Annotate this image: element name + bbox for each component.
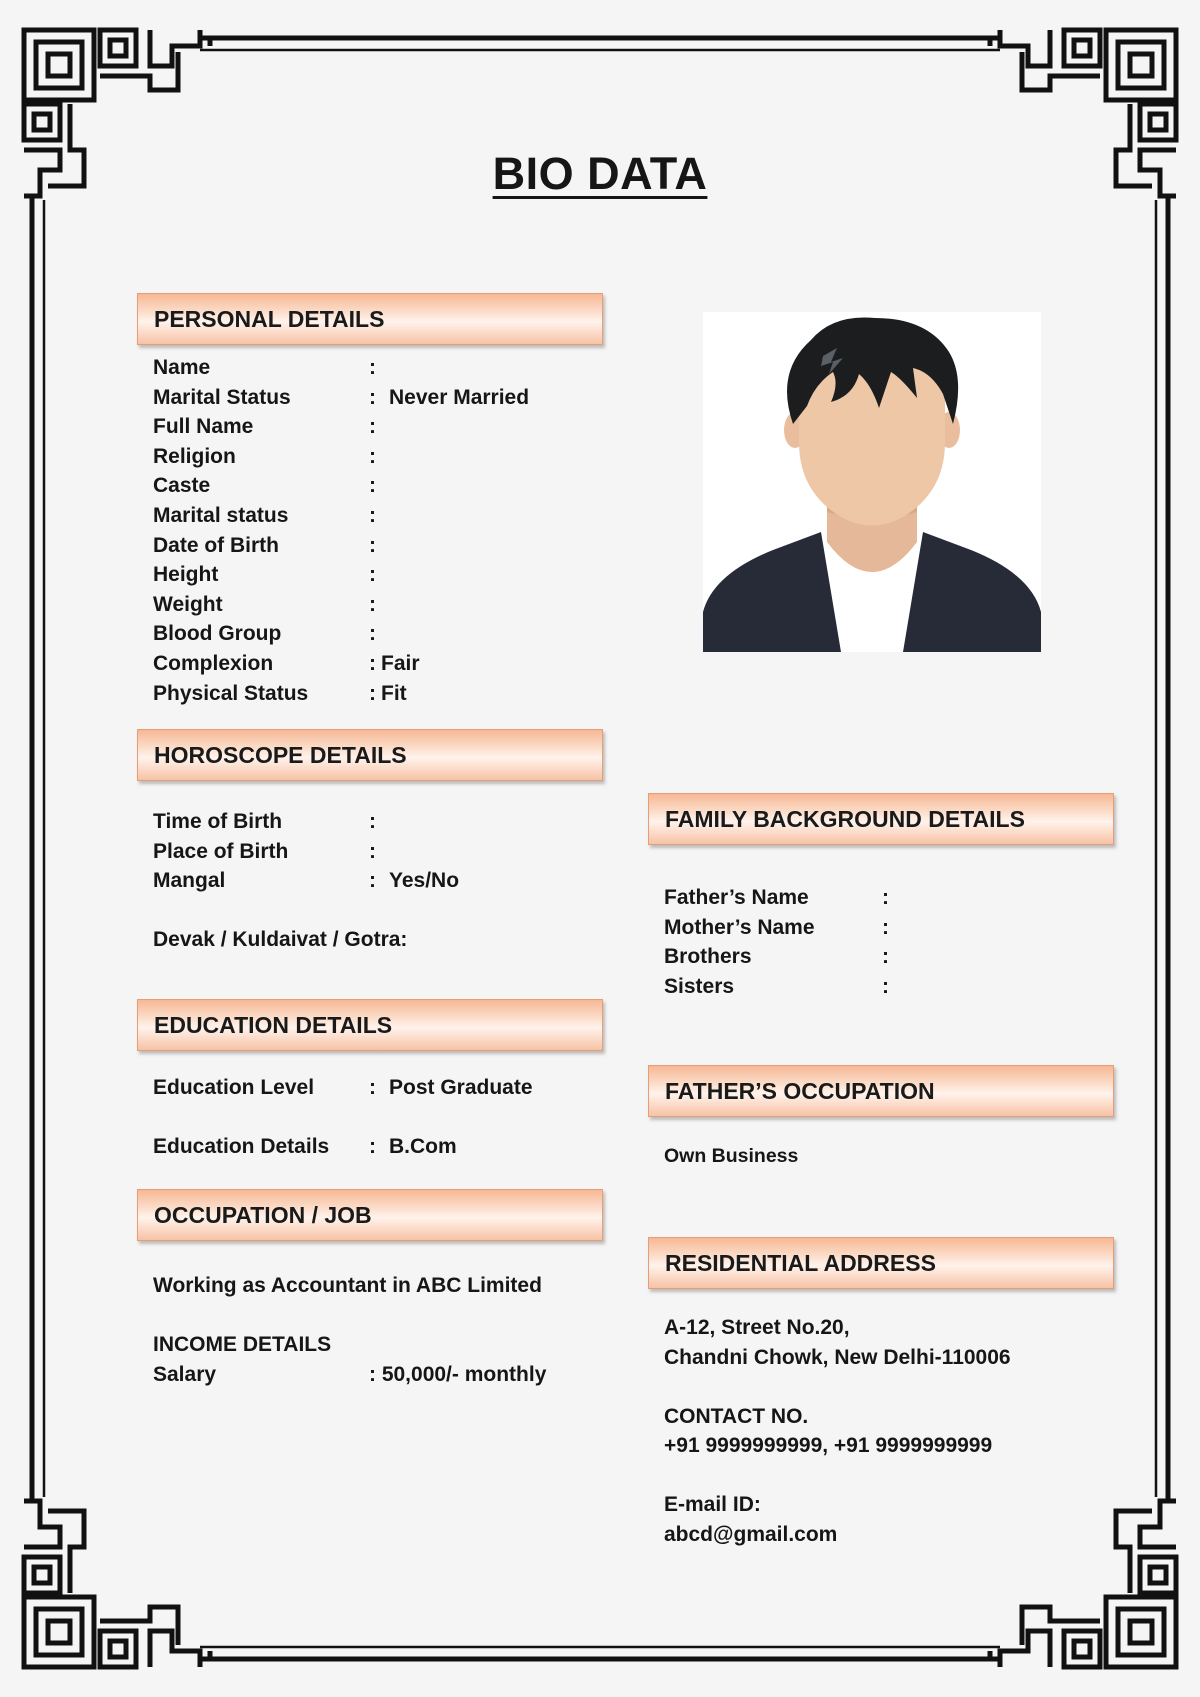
personal-separator: : (369, 622, 376, 646)
occupation-header: OCCUPATION / JOB (137, 1189, 603, 1241)
family-separator: : (882, 886, 889, 909)
personal-value: Fit (381, 681, 407, 705)
horoscope-details-header: HOROSCOPE DETAILS (137, 729, 603, 781)
education-separator: : (369, 1076, 376, 1099)
contact-numbers: +91 9999999999, +91 9999999999 (664, 1434, 993, 1457)
personal-separator: : (369, 385, 376, 409)
personal-label: Full Name (153, 415, 254, 439)
horoscope-value: Yes/No (389, 869, 460, 892)
personal-value: Never Married (389, 385, 530, 409)
personal-separator: : (369, 592, 376, 616)
family-separator: : (882, 945, 889, 968)
email-address[interactable]: abcd@gmail.com (664, 1522, 838, 1546)
personal-separator: : (369, 533, 376, 557)
family-label: Father’s Name (664, 886, 809, 909)
address-block (664, 1313, 1011, 1549)
personal-label: Height (153, 563, 219, 587)
personal-label: Physical Status (153, 681, 309, 705)
personal-label: Marital Status (153, 385, 291, 409)
avatar-placeholder-icon (703, 312, 1041, 652)
address-line-1: A-12, Street No.20, (664, 1316, 850, 1339)
education-value: Post Graduate (389, 1076, 533, 1099)
personal-separator: : (369, 681, 376, 705)
father-occupation-header: FATHER’S OCCUPATION (648, 1065, 1114, 1117)
family-separator: : (882, 974, 889, 998)
personal-label: Complexion (153, 652, 274, 675)
personal-separator: : (369, 415, 376, 439)
education-details-header: EDUCATION DETAILS (137, 999, 603, 1051)
horoscope-label: Place of Birth (153, 839, 289, 863)
personal-separator: : (369, 356, 376, 379)
personal-separator: : (369, 504, 376, 527)
family-background-header: FAMILY BACKGROUND DETAILS (648, 793, 1114, 845)
personal-separator: : (369, 563, 376, 587)
contact-heading: CONTACT NO. (664, 1404, 809, 1428)
email-heading: E-mail ID: (664, 1493, 761, 1516)
residential-address-header: RESIDENTIAL ADDRESS (648, 1237, 1114, 1289)
personal-separator: : (369, 444, 376, 468)
page-title: BIO DATA (492, 148, 708, 199)
personal-details-header: PERSONAL DETAILS (137, 293, 603, 345)
horoscope-label: Mangal (153, 869, 226, 892)
personal-label: Marital status (153, 504, 289, 527)
personal-label: Caste (153, 474, 211, 498)
education-label: Education Details (153, 1135, 330, 1158)
personal-label: Blood Group (153, 622, 282, 646)
family-separator: : (882, 915, 889, 939)
horoscope-label: Time of Birth (153, 810, 283, 833)
education-separator: : (369, 1135, 376, 1158)
personal-label: Weight (153, 592, 223, 616)
personal-label: Date of Birth (153, 533, 279, 557)
horoscope-separator: : (369, 839, 376, 863)
family-label: Brothers (664, 945, 752, 968)
education-label: Education Level (153, 1076, 315, 1099)
profile-photo (703, 312, 1041, 652)
education-value: B.Com (389, 1135, 457, 1158)
horoscope-separator: : (369, 810, 376, 833)
personal-label: Religion (153, 444, 236, 468)
personal-separator: : (369, 652, 376, 675)
salary-value: : 50,000/- monthly (369, 1363, 547, 1386)
address-line-2: Chandni Chowk, New Delhi-110006 (664, 1345, 1011, 1369)
salary-label: Salary (153, 1363, 217, 1386)
horoscope-separator: : (369, 869, 376, 892)
personal-separator: : (369, 474, 376, 498)
family-label: Mother’s Name (664, 915, 815, 939)
biodata-page: BIO DATA PERSONAL DETAILS Name : Marital Status : Never Married Full Name : Religion : Caste : Marital status : Date of Birth : Height : Weight : Blood Group : Complexion : Fair Physical Status : Fit HOROSCOPE DETAILS Time of Birth : Place of Birth : Mangal : Yes/No Devak / Kuldaivat / Gotra: EDUCATION DETAILS Education Level : Post Graduate Education Details : B.Com OCCUPATION / JOB Working as Accountant in ABC Limited INCOME DETAILS Salary : 50,000/- monthly FAMILY BACKGROUND DETAILS Father’s Name : Mother’s Name : Brothers : Sisters : FATHER’S OCCUPATION Own Business RESIDENTIAL ADDRESS A-12, Street No.20, Chandni Chowk, New Delhi-110006 CONTACT NO. +91 9999999999, +91 9999999999 E-mail ID: abcd@gmail.com (0, 0, 1200, 1697)
personal-label: Name (153, 356, 211, 379)
personal-value: Fair (381, 652, 420, 675)
family-label: Sisters (664, 974, 735, 998)
